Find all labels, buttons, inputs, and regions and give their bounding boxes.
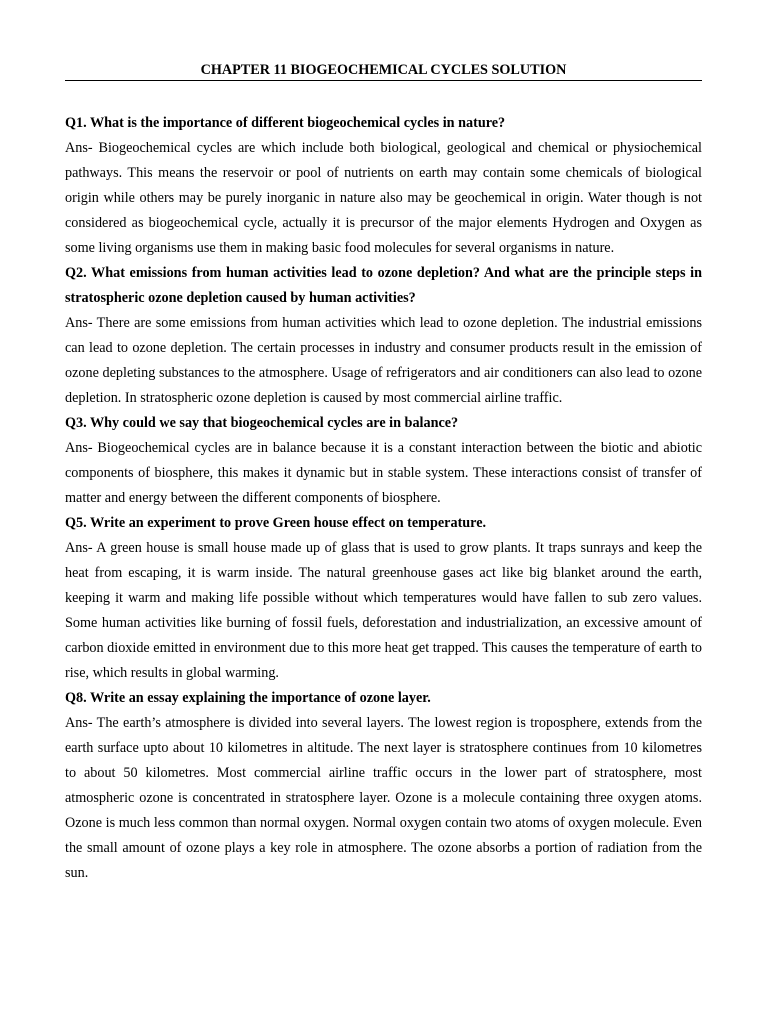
document-page	[65, 0, 702, 886]
question-1: Q1. What is the importance of different biogeochemical cycles in nature?	[65, 115, 506, 131]
question-5: Q5. Write an experiment to prove Green house effect on temperature.	[65, 515, 487, 531]
answer-3: Ans- Biogeochemical cycles are in balance because it is a constant interaction between the biotic and abiotic components of biosphere, this makes it dynamic but in stable system. These interactions consist of transfer of matter and energy between the different components of biosphere.	[65, 440, 702, 506]
qa-content	[65, 111, 702, 886]
answer-8: Ans- The earth’s atmosphere is divided into several layers. The lowest region is troposphere, extends from the earth surface upto about 10 kilometres in altitude. The next layer is stratosphere continues from 10 kilometres to about 50 kilometres. Most commercial airline traffic occurs in the lower part of stratosphere, most atmospheric ozone is concentrated in stratosphere layer. Ozone is a molecule containing three oxygen atoms. Ozone is much less common than normal oxygen. Normal oxygen contain two atoms of oxygen molecule. Even the small amount of ozone plays a key role in atmosphere. The ozone absorbs a portion of radiation from the sun.	[65, 715, 702, 881]
title-underline	[65, 80, 702, 81]
question-3: Q3. Why could we say that biogeochemical cycles are in balance?	[65, 415, 459, 431]
question-8: Q8. Write an essay explaining the importance of ozone layer.	[65, 690, 431, 706]
page-title: CHAPTER 11 BIOGEOCHEMICAL CYCLES SOLUTION	[200, 62, 567, 78]
question-2: Q2. What emissions from human activities lead to ozone depletion? And what are the principle steps in stratospheric ozone depletion caused by human activities?	[65, 265, 702, 306]
answer-2: Ans- There are some emissions from human activities which lead to ozone depletion. The industrial emissions can lead to ozone depletion. The certain processes in industry and consumer products result in the emission of ozone depleting substances to the atmosphere. Usage of refrigerators and air conditioners can also lead to ozone depletion. In stratospheric ozone depletion is caused by most commercial airline traffic.	[65, 315, 702, 406]
answer-1: Ans- Biogeochemical cycles are which include both biological, geological and chemical or physiochemical pathways. This means the reservoir or pool of nutrients on earth may contain some chemicals of biological origin while others may be purely inorganic in nature also may be geochemical in origin. Water though is not considered as biogeochemical cycle, actually it is precursor of the major elements Hydrogen and Oxygen as some living organisms use them in making basic food molecules for several organisms in nature.	[65, 140, 702, 256]
answer-5: Ans- A green house is small house made up of glass that is used to grow plants. It traps sunrays and keep the heat from escaping, it is warm inside. The natural greenhouse gases act like big blanket around the earth, keeping it warm and making life possible without which temperatures would have fallen to sub zero values. Some human activities like burning of fossil fuels, deforestation and industrialization, an excessive amount of carbon dioxide emitted in environment due to this more heat get trapped. This causes the temperature of earth to rise, which results in global warming.	[65, 540, 702, 681]
